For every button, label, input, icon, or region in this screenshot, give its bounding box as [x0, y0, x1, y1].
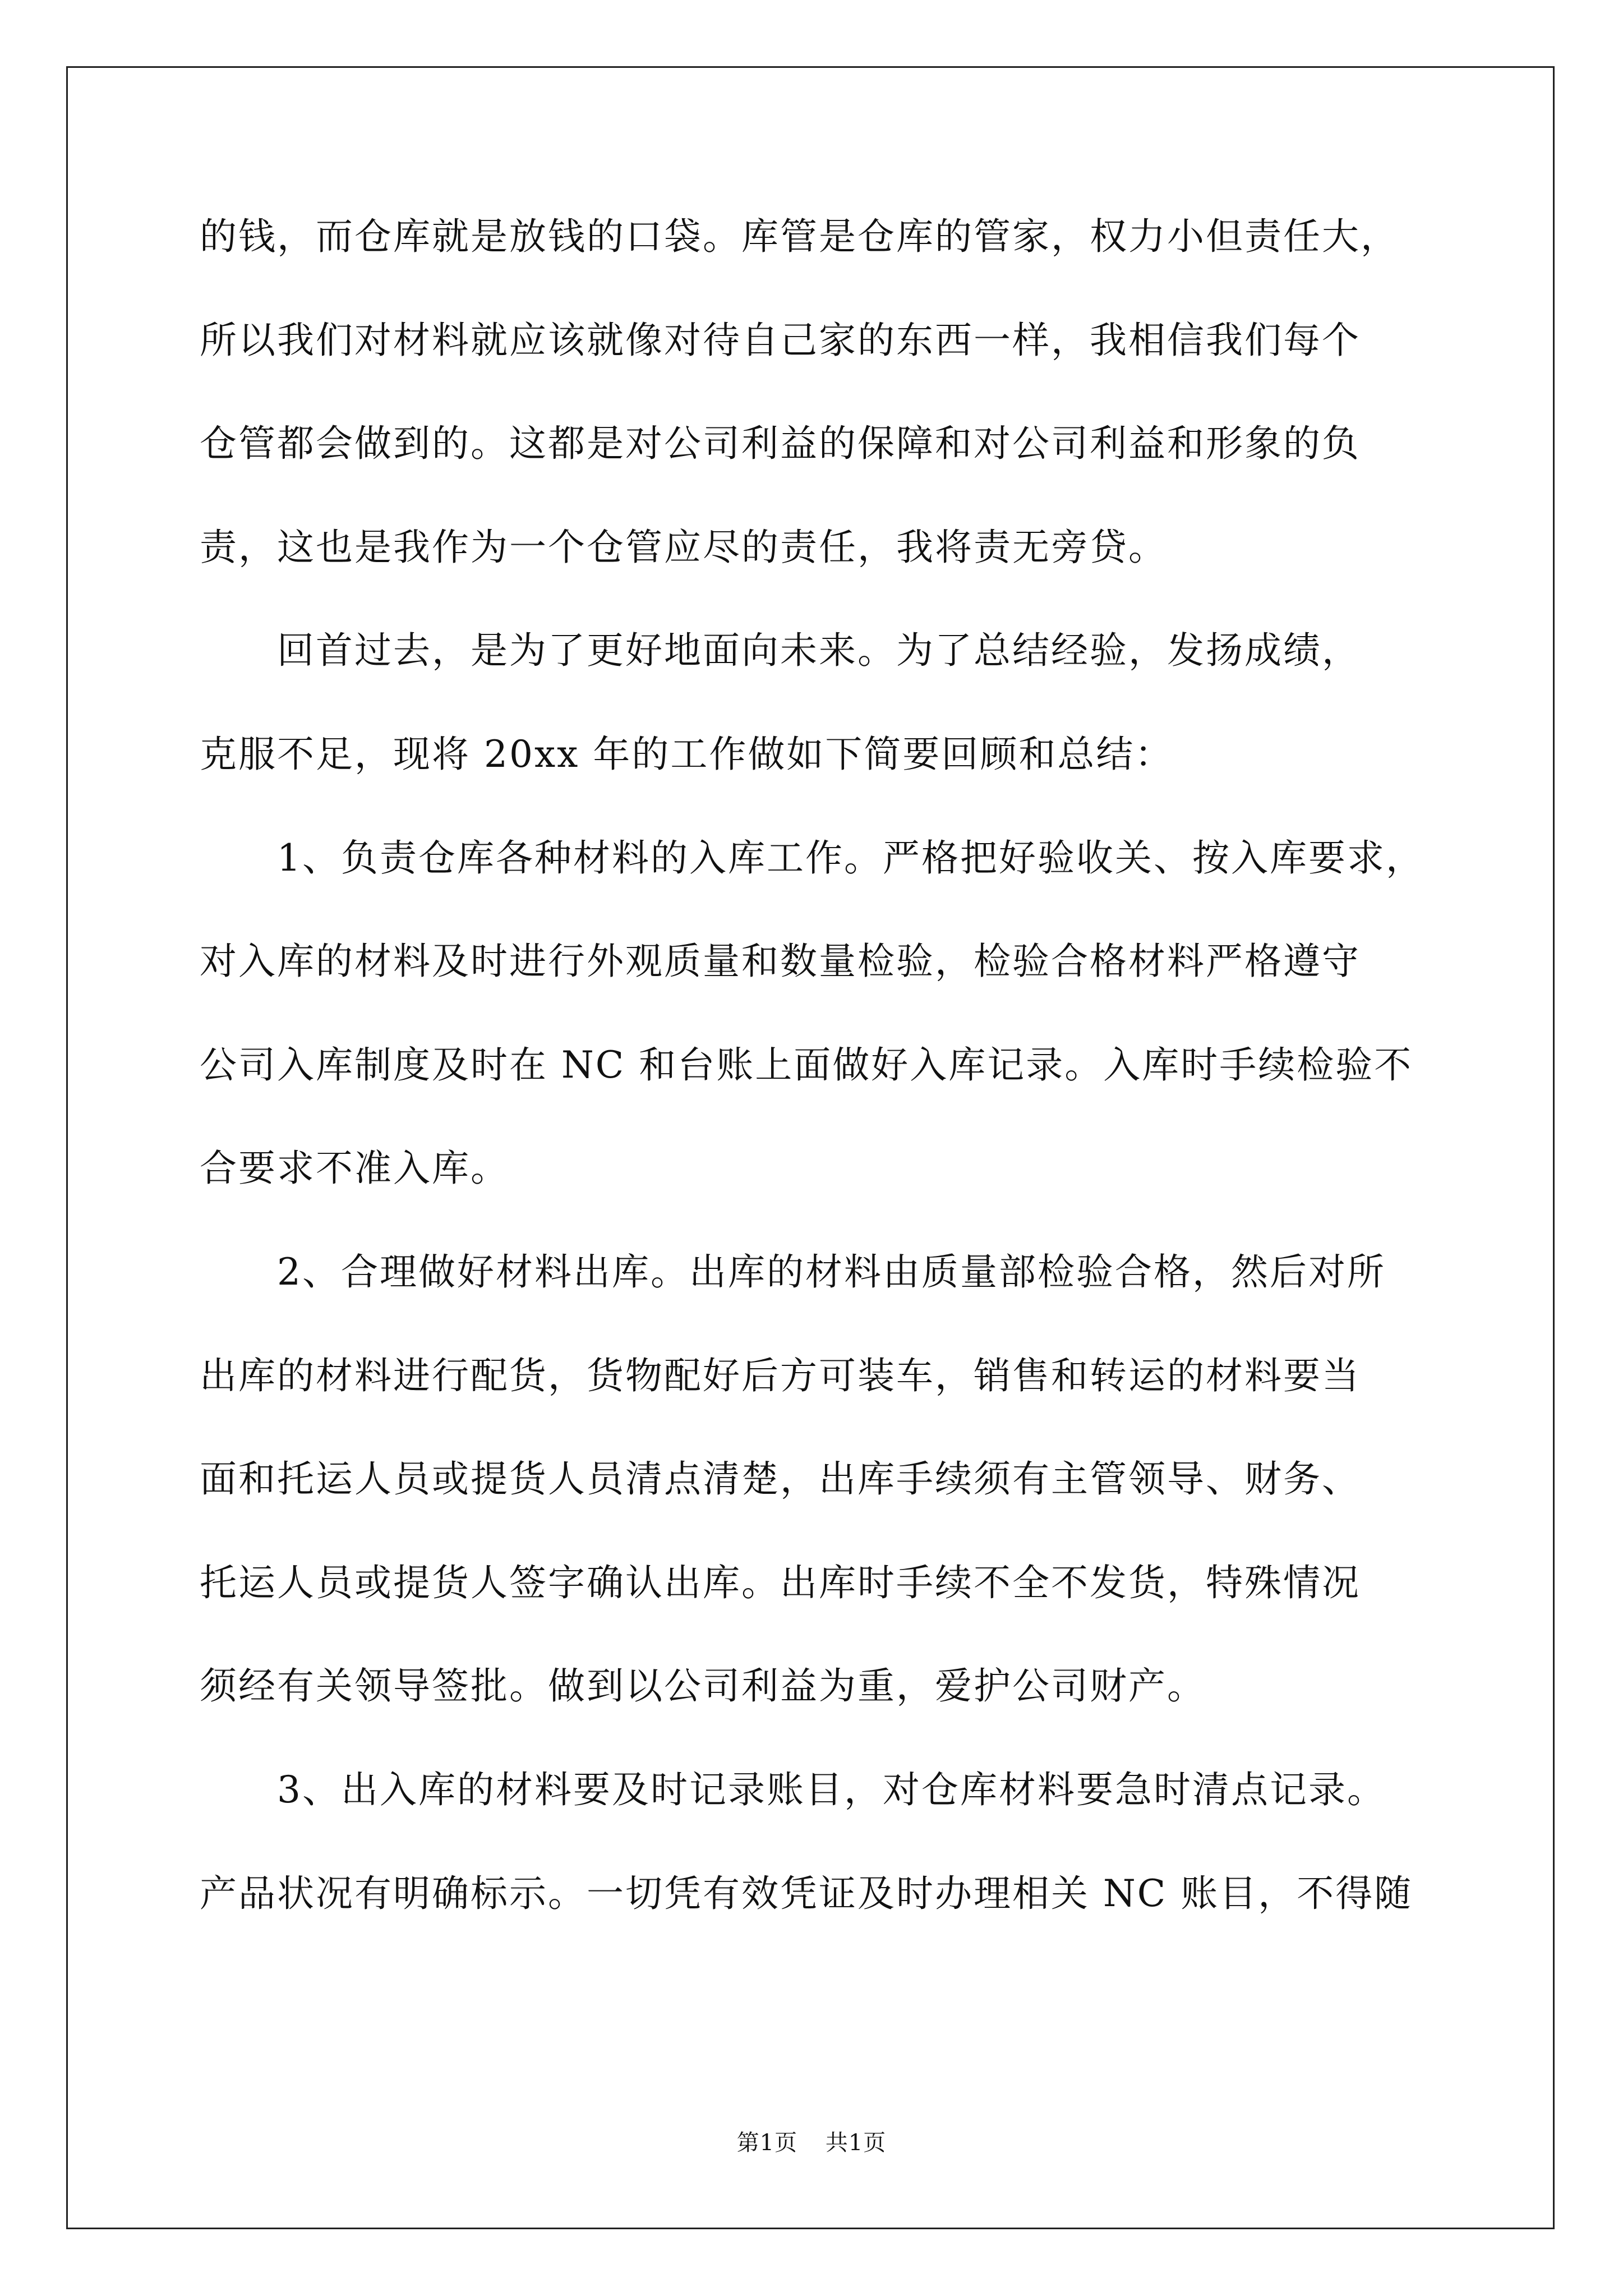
- text-line: 托运人员或提货人签字确认出库。出库时手续不全不发货，特殊情况: [200, 1561, 1361, 1604]
- text-line: 责，这也是我作为一个仓管应尽的责任，我将责无旁贷。: [200, 525, 1167, 569]
- text-line: 对入库的材料及时进行外观质量和数量检验，检验合格材料严格遵守: [200, 940, 1361, 983]
- document-body: [200, 214, 1433, 1975]
- paragraph-first-line: 2、合理做好材料出库。出库的材料由质量部检验合格，然后对所: [277, 1250, 1386, 1294]
- paragraph-first-line: 回首过去，是为了更好地面向未来。为了总结经验，发扬成绩，: [277, 629, 1361, 673]
- text-line: 克服不足，现将 20xx 年的工作做如下简要回顾和总结：: [200, 732, 1174, 776]
- page-footer: [0, 2129, 1623, 2157]
- text-line: 合要求不准入库。: [200, 1147, 509, 1190]
- text-line: 的钱，而仓库就是放钱的口袋。库管是仓库的管家，权力小但责任大，: [200, 215, 1399, 258]
- text-line: 出库的材料进行配货，货物配好后方可装车，销售和转运的材料要当: [200, 1354, 1361, 1397]
- text-line: 面和托运人员或提货人员清点清楚，出库手续须有主管领导、财务、: [200, 1457, 1361, 1501]
- text-line: 仓管都会做到的。这都是对公司利益的保障和对公司利益和形象的负: [200, 422, 1361, 466]
- text-line: 所以我们对材料就应该就像对待自己家的东西一样，我相信我们每个: [200, 318, 1361, 362]
- text-line: 须经有关领导签批。做到以公司利益为重，爱护公司财产。: [200, 1664, 1206, 1708]
- page-total: 共1页: [825, 2130, 887, 2156]
- text-line: 公司入库制度及时在 NC 和台账上面做好入库记录。入库时手续检验不: [200, 1043, 1413, 1087]
- paragraph-first-line: 1、负责仓库各种材料的入库工作。严格把好验收关、按入库要求，: [277, 836, 1424, 880]
- page-number: 第1页: [736, 2130, 798, 2156]
- paragraph-first-line: 3、出入库的材料要及时记录账目，对仓库材料要急时清点记录。: [277, 1768, 1386, 1811]
- text-line: 产品状况有明确标示。一切凭有效凭证及时办理相关 NC 账目，不得随: [200, 1871, 1413, 1915]
